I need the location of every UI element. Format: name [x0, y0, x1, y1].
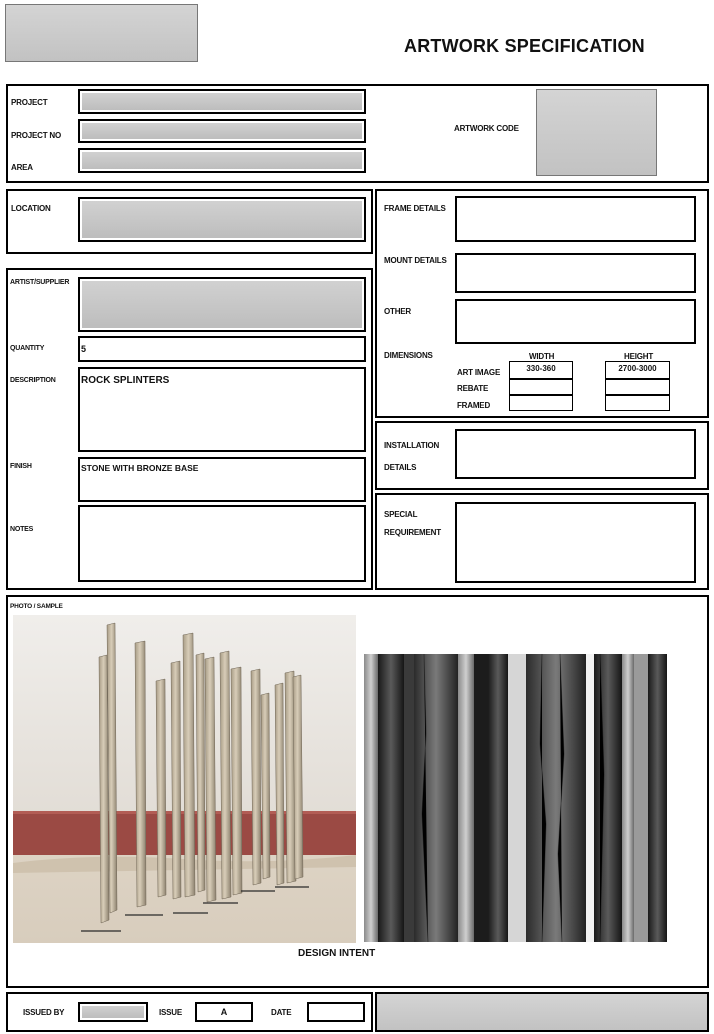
design-intent-caption: DESIGN INTENT: [298, 948, 376, 959]
notes-label: NOTES: [10, 526, 34, 533]
project-label: PROJECT: [11, 98, 48, 107]
dimensions-label: DIMENSIONS: [384, 351, 433, 360]
framed-width-field[interactable]: [509, 395, 573, 411]
issued-by-label: ISSUED BY: [23, 1008, 65, 1017]
installation-label-line2: DETAILS: [384, 463, 417, 472]
logo-placeholder: [5, 4, 198, 62]
framed-label: FRAMED: [457, 401, 491, 410]
mount-details-field[interactable]: [455, 253, 696, 293]
project-no-field[interactable]: [78, 119, 366, 143]
special-label-line1: SPECIAL: [384, 510, 418, 519]
frame-details-field[interactable]: [455, 196, 696, 242]
framed-height-field[interactable]: [605, 395, 670, 411]
description-value: ROCK SPLINTERS: [81, 375, 170, 386]
art-image-width-field[interactable]: 330-360: [509, 361, 573, 379]
installation-details-field[interactable]: [455, 429, 696, 479]
description-label: DESCRIPTION: [10, 377, 56, 384]
quantity-label: QUANTITY: [10, 345, 45, 352]
art-image-height-field[interactable]: 2700-3000: [605, 361, 670, 379]
mount-details-label: MOUNT DETAILS: [384, 256, 447, 265]
sample-photo-installation: [13, 615, 356, 943]
artist-supplier-field[interactable]: [78, 277, 366, 332]
rebate-height-field[interactable]: [605, 379, 670, 395]
area-field[interactable]: [78, 148, 366, 173]
page-title: ARTWORK SPECIFICATION: [404, 36, 645, 56]
frame-details-label: FRAME DETAILS: [384, 204, 446, 213]
description-field[interactable]: [78, 367, 366, 452]
art-image-label: ART IMAGE: [457, 368, 501, 377]
artwork-code-field[interactable]: [536, 89, 657, 176]
finish-field[interactable]: [78, 457, 366, 502]
artwork-code-label: ARTWORK CODE: [454, 124, 519, 133]
project-no-label: PROJECT NO: [11, 131, 62, 140]
location-field[interactable]: [78, 197, 366, 242]
quantity-field[interactable]: [78, 336, 366, 362]
installation-label-line1: INSTALLATION: [384, 441, 440, 450]
finish-value: STONE WITH BRONZE BASE: [81, 463, 199, 473]
special-label-line2: REQUIREMENT: [384, 528, 441, 537]
notes-field[interactable]: [78, 505, 366, 582]
date-field[interactable]: [307, 1002, 365, 1022]
width-header: WIDTH: [529, 352, 555, 361]
quantity-value: 5: [81, 344, 87, 354]
finish-label: FINISH: [10, 463, 32, 470]
issue-field[interactable]: [195, 1002, 253, 1022]
other-field[interactable]: [455, 299, 696, 344]
issued-by-field[interactable]: [78, 1002, 148, 1022]
other-label: OTHER: [384, 307, 412, 316]
sample-photo-texture: [364, 654, 667, 942]
issue-label: ISSUE: [159, 1008, 183, 1017]
special-requirement-field[interactable]: [455, 502, 696, 583]
artist-supplier-label: ARTIST/SUPPLIER: [10, 279, 70, 286]
rebate-width-field[interactable]: [509, 379, 573, 395]
location-label: LOCATION: [11, 204, 51, 213]
issue-value: A: [220, 1007, 228, 1017]
project-field[interactable]: [78, 89, 366, 114]
height-header: HEIGHT: [624, 352, 654, 361]
footer-grey-panel: [375, 992, 709, 1032]
rebate-label: REBATE: [457, 384, 489, 393]
area-label: AREA: [11, 163, 33, 172]
date-label: DATE: [271, 1008, 292, 1017]
photo-sample-label: PHOTO / SAMPLE: [10, 603, 63, 610]
